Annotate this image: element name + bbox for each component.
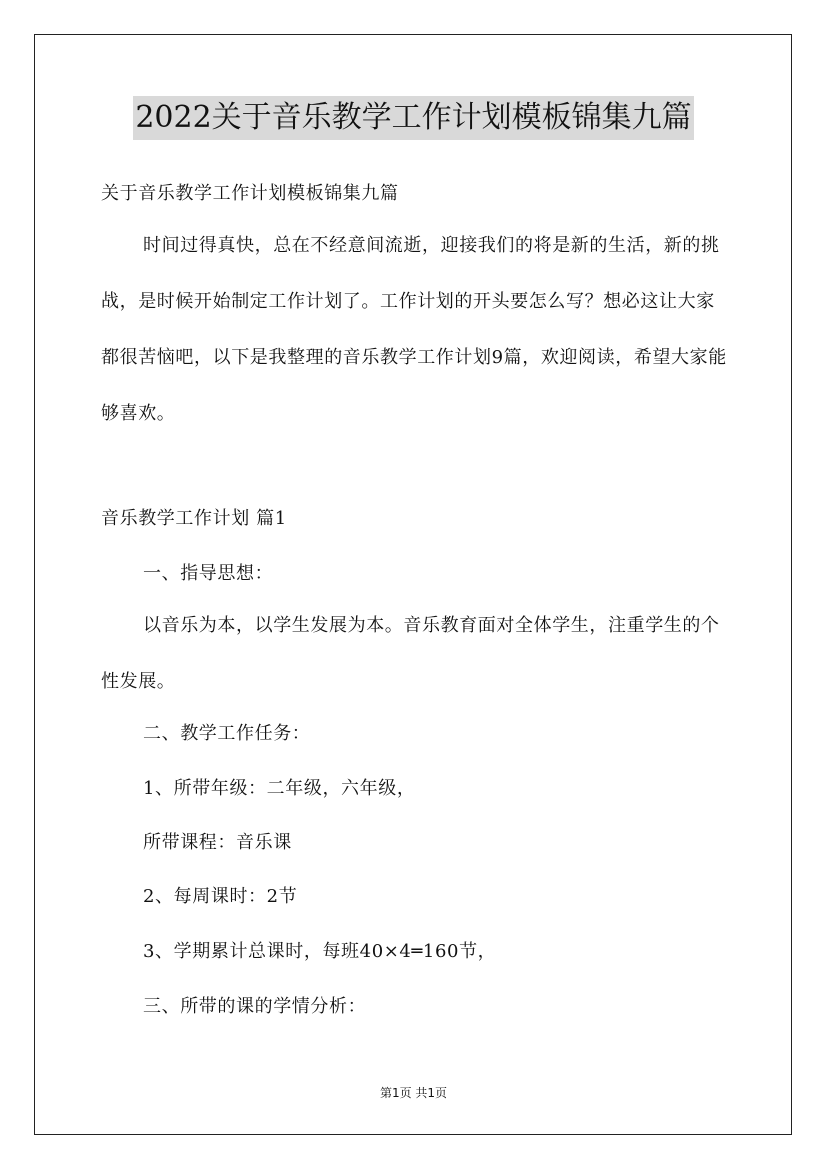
tasks-heading: 二、教学工作任务： [143,723,311,744]
document-subtitle: 关于音乐教学工作计划模板锦集九篇 [101,183,399,204]
task-item-3: 3、学期累计总课时，每班40×4═160节， [143,941,497,962]
task-item-1b: 所带课程：音乐课 [143,832,292,853]
page-footer: 第1页 共1页 [379,1086,448,1100]
guiding-paragraph: 以音乐为本，以学生发展为本。音乐教育面对全体学生，注重学生的个性发展。 [101,615,720,692]
guiding-heading: 一、指导思想： [143,563,274,584]
title-container [0,96,827,140]
analysis-heading: 三、所带的课的学情分析： [143,996,367,1017]
intro-paragraph: 时间过得真快，总在不经意间流逝，迎接我们的将是新的生活，新的挑战，是时候开始制定工作计划了。工作计划的开头要怎么写？想必这让大家都很苦恼吧，以下是我整理的音乐教学工作计划9篇，欢迎阅读，希望大家能够喜欢。 [101,235,727,424]
document-title: 2022关于音乐教学工作计划模板锦集九篇 [133,96,693,140]
task-item-1: 1、所带年级：二年级，六年级， [143,778,416,799]
section-heading: 音乐教学工作计划 篇1 [101,508,287,529]
task-item-2: 2、每周课时：2节 [143,886,298,907]
